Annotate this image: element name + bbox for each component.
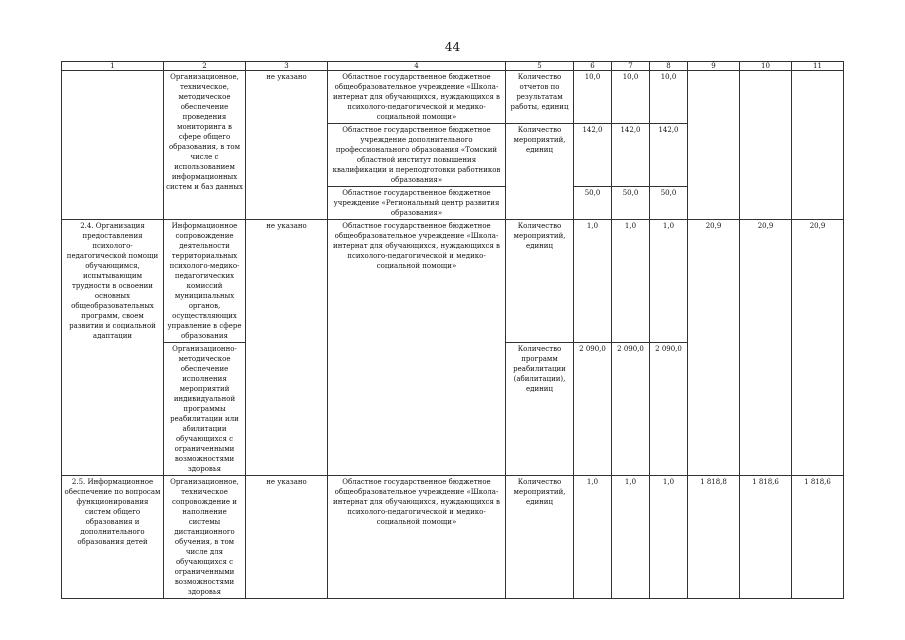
value-cell: 10,0 (650, 71, 688, 124)
value-cell: 142,0 (650, 124, 688, 187)
funding-cell: 20,9 (792, 220, 844, 476)
column-number: 1 (62, 62, 164, 71)
column-number: 8 (650, 62, 688, 71)
participant-cell: не указано (246, 71, 328, 220)
funding-cell: 1 818,6 (740, 476, 792, 599)
column-number-row (62, 62, 844, 71)
funding-cell: 1 818,6 (792, 476, 844, 599)
activity-cell: Организационное, техническое, методическое обеспечение проведения мониторинга в сфере общего образования, в том числе с использованием информационных систем и баз данных (164, 71, 246, 220)
indicator-cell: Количество программ реабилитации (абилитации), единиц (506, 343, 574, 476)
task-cell (62, 71, 164, 220)
executor-cell: Областное государственное бюджетное учреждение «Региональный центр развития образования» (328, 187, 506, 220)
funding-cell (688, 71, 740, 220)
value-cell: 50,0 (574, 187, 612, 220)
value-cell: 142,0 (574, 124, 612, 187)
executor-cell: Областное государственное бюджетное общеобразовательное учреждение «Школа-интернат для обучающихся, нуждающихся в психолого-педагогической и медико-социальной помощи» (328, 476, 506, 599)
column-number: 4 (328, 62, 506, 71)
value-cell: 1,0 (612, 476, 650, 599)
column-number: 6 (574, 62, 612, 71)
value-cell: 142,0 (612, 124, 650, 187)
activity-cell: Организационно-методическое обеспечение исполнения мероприятий индивидуальной программы реабилитации или абилитации обучающихся с ограниченными возможностями здоровья (164, 343, 246, 476)
activity-cell: Информационное сопровождение деятельности территориальных психолого-медико-педагогических комиссий муниципальных органов, осуществляющих управление в сфере образования (164, 220, 246, 343)
executor-cell: Областное государственное бюджетное общеобразовательное учреждение «Школа-интернат для обучающихся, нуждающихся в психолого-педагогической и медико-социальной помощи» (328, 220, 506, 476)
value-cell: 2 090,0 (612, 343, 650, 476)
value-cell: 50,0 (650, 187, 688, 220)
participant-cell: не указано (246, 220, 328, 476)
value-cell: 1,0 (574, 220, 612, 343)
column-number: 3 (246, 62, 328, 71)
value-cell: 1,0 (612, 220, 650, 343)
funding-cell: 1 818,8 (688, 476, 740, 599)
executor-cell: Областное государственное бюджетное общеобразовательное учреждение «Школа-интернат для обучающихся, нуждающихся в психолого-педагогической и медико-социальной помощи» (328, 71, 506, 124)
task-cell: 2.5. Информационное обеспечение по вопросам функционирования систем общего образования и дополнительного образования детей (62, 476, 164, 599)
column-number: 9 (688, 62, 740, 71)
table-row (62, 220, 844, 343)
column-number: 7 (612, 62, 650, 71)
value-cell: 2 090,0 (650, 343, 688, 476)
program-table (61, 61, 844, 599)
indicator-cell: Количество мероприятий, единиц (506, 220, 574, 343)
page-number: 44 (444, 40, 461, 54)
indicator-cell: Количество мероприятий, единиц (506, 476, 574, 599)
column-number: 10 (740, 62, 792, 71)
funding-cell: 20,9 (688, 220, 740, 476)
funding-cell: 20,9 (740, 220, 792, 476)
table-row (62, 476, 844, 599)
activity-cell: Организационное, техническое сопровождение и наполнение системы дистанционного обучения, в том числе для обучающихся с ограниченными возможностями здоровья (164, 476, 246, 599)
value-cell: 10,0 (612, 71, 650, 124)
value-cell: 50,0 (612, 187, 650, 220)
indicator-cell: Количество мероприятий, единиц (506, 124, 574, 220)
value-cell: 1,0 (650, 220, 688, 343)
participant-cell: не указано (246, 476, 328, 599)
value-cell: 2 090,0 (574, 343, 612, 476)
column-number: 11 (792, 62, 844, 71)
column-number: 2 (164, 62, 246, 71)
value-cell: 1,0 (574, 476, 612, 599)
table-row (62, 71, 844, 124)
executor-cell: Областное государственное бюджетное учреждение дополнительного профессионального образования «Томский областной институт повышения квалификации и переподготовки работников образования» (328, 124, 506, 187)
funding-cell (792, 71, 844, 220)
indicator-cell: Количество отчетов по результатам работы, единиц (506, 71, 574, 124)
value-cell: 1,0 (650, 476, 688, 599)
column-number: 5 (506, 62, 574, 71)
funding-cell (740, 71, 792, 220)
task-cell: 2.4. Организация предоставления психолого-педагогической помощи обучающимся, испытывающим трудности в освоении основных общеобразовательных программ, своем развитии и социальной адаптации (62, 220, 164, 476)
value-cell: 10,0 (574, 71, 612, 124)
